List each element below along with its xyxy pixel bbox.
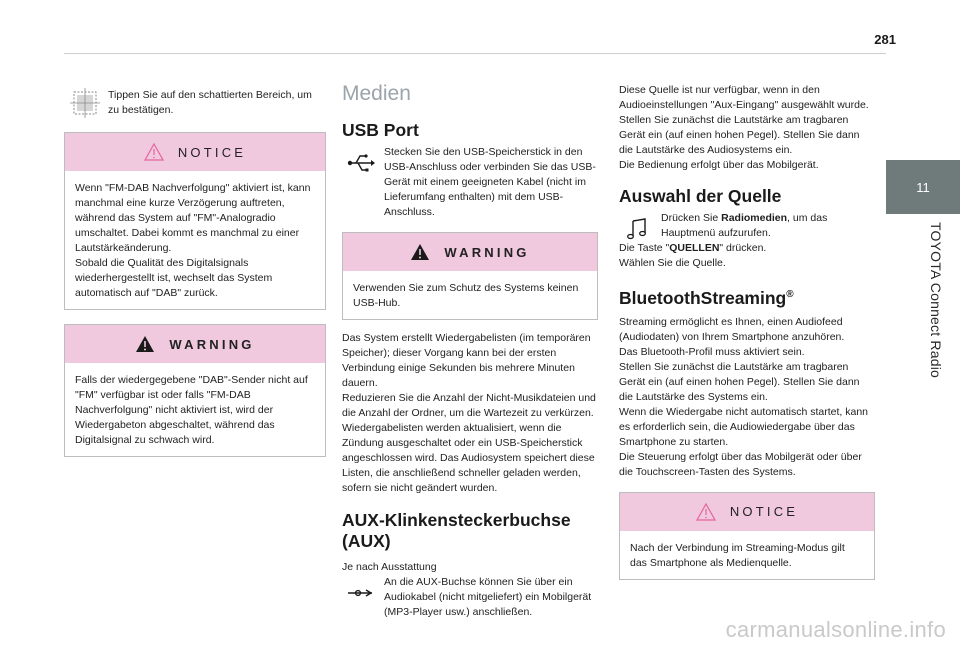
notice-triangle-icon <box>144 143 164 161</box>
notice-title: NOTICE <box>177 144 247 160</box>
warning-header <box>65 325 325 363</box>
notice-box <box>64 132 326 310</box>
source-step-1-pre: Drücken Sie <box>661 212 722 224</box>
usb-warning-text: Verwenden Sie zum Schutz des Systems keinen USB-Hub. <box>353 282 579 309</box>
source-step-2-pre: Die Taste " <box>619 242 670 254</box>
source-row <box>619 211 875 241</box>
source-step-2-post: " drücken. <box>719 242 767 254</box>
chapter-number: 11 <box>916 179 930 195</box>
aux-continued-text: Diese Quelle ist nur verfügbar, wenn in den Audioeinstellungen "Aux-Eingang" ausgewählt wurde. Stellen Sie zunächst die Lautstärke am tragbaren Gerät ein (auf einen hohen Pegel). Stellen Sie dann die Lautstärke des Audiosystems ein. Die Bedienung erfolgt über das Mobilgerät. <box>619 84 869 171</box>
aux-jack-icon <box>346 581 376 605</box>
quellen-label: QUELLEN <box>669 242 720 254</box>
watermark: carmanualsonline.info <box>725 617 946 642</box>
warning-title: WARNING <box>169 336 255 352</box>
bt-heading-text: BluetoothStreaming <box>619 287 787 308</box>
source-step-1-post: , um das Hauptmenü aufzurufen. <box>661 212 828 239</box>
bt-notice-title: NOTICE <box>729 504 799 520</box>
chapter-label: TOYOTA Connect Radio <box>928 222 944 378</box>
chapter-tab <box>886 160 960 214</box>
source-step-2 <box>619 241 875 256</box>
source-step-1 <box>661 211 875 241</box>
heading-usb-port: USB Port <box>342 120 419 140</box>
usb-warning-title: WARNING <box>444 244 530 260</box>
notice-header <box>65 133 325 171</box>
column-3 <box>619 83 875 580</box>
tip-text: Tippen Sie auf den schattierten Bereich, um zu bestätigen. <box>108 89 312 116</box>
aux-equipment: Je nach Ausstattung <box>342 561 437 573</box>
bt-notice-header <box>620 493 874 531</box>
bt-notice-text: Nach der Verbindung im Streaming-Modus gilt das Smartphone als Medienquelle. <box>630 541 845 569</box>
usb-intro-text: Stecken Sie den USB-Speicherstick in den USB-Anschluss oder verbinden Sie das USB-Gerät mit einem geeigneten Kabel (nicht im Lieferumfang enthalten) mit dem USB-Anschluss. <box>384 146 596 218</box>
music-note-icon <box>623 217 653 241</box>
section-title-medien: Medien <box>342 82 411 105</box>
warning-triangle-icon <box>410 243 430 261</box>
bt-text: Streaming ermöglicht es Ihnen, einen Audiofeed (Audiodaten) von Ihrem Smartphone anzuhören. Das Bluetooth-Profil muss aktiviert sein. Stellen Sie zunächst die Lautstärke am tragbaren Gerät ein (auf einen hohen Pegel). Stellen Sie dann die Lautstärke des Systems ein. Wenn die Wiedergabe nicht automatisch startet, kann es erforderlich sein, die Audiowiedergabe über das Smartphone zu starten. Die Steuerung erfolgt über das Mobilgerät oder über die Touchscreen-Tasten des Systems. <box>619 315 869 478</box>
warning-box <box>64 324 326 457</box>
aux-text: An die AUX-Buchse können Sie über ein Audiokabel (nicht mitgeliefert) ein Mobilgerät (MP3-Player usw.) anschließen. <box>384 576 592 618</box>
aux-row <box>342 575 598 620</box>
warning-text: Falls der wiedergegebene "DAB"-Sender nicht auf "FM" verfügbar ist oder falls "FM-DAB Nachverfolgung" nicht aktiviert ist, wird der Wiedergabeton abgeschaltet, während das Digitalsignal zu schwach wird. <box>75 374 308 446</box>
warning-triangle-icon <box>135 335 155 353</box>
heading-source-selection: Auswahl der Quelle <box>619 186 782 206</box>
notice-triangle-icon <box>696 503 716 521</box>
usb-intro-row <box>342 145 598 220</box>
usb-warning-box <box>342 232 598 320</box>
page-number: 281 <box>874 32 896 47</box>
column-1 <box>64 80 326 457</box>
usb-body-text: Das System erstellt Wiedergabelisten (im temporären Speicher); dieser Vorgang kann bei der ersten Verbindung einige Sekunden bis mehrere Minuten dauern. Reduzieren Sie die Anzahl der Nicht-Musikdateien und die Anzahl der Ordner, um die Wartezeit zu verkürzen. Wiedergabelisten werden aktualisiert, wenn die Zündung ausgeschaltet oder ein USB-Speicherstick angeschlossen wird. Das Audiosystem speichert diese Listen, die anschließend schneller geladen werden, sofern sie nicht geändert wurden. <box>342 332 596 494</box>
usb-icon <box>346 151 376 175</box>
source-step-3: Wählen Sie die Quelle. <box>619 257 726 269</box>
bt-notice-box <box>619 492 875 580</box>
header-rule <box>64 53 886 54</box>
touch-area-icon <box>70 88 100 118</box>
radiomedien-label: Radiomedien <box>721 212 788 224</box>
heading-bluetooth-streaming <box>619 284 875 309</box>
registered-mark: ® <box>786 289 794 300</box>
usb-warning-header <box>343 233 597 271</box>
notice-text: Wenn "FM-DAB Nachverfolgung" aktiviert ist, kann manchmal eine kurze Verzögerung auftreten, während das System auf "FM"-Analogradio umschaltet. Dabei kommt es manchmal zu einer Lautstärkeänderung. Sobald die Qualität des Digitalsignals wiederhergestellt ist, wechselt das System automatisch auf "DAB" zurück. <box>75 182 311 299</box>
tip-row <box>70 88 326 118</box>
column-2 <box>342 80 598 620</box>
heading-aux: AUX-Klinkensteckerbuchse (AUX) <box>342 510 571 551</box>
